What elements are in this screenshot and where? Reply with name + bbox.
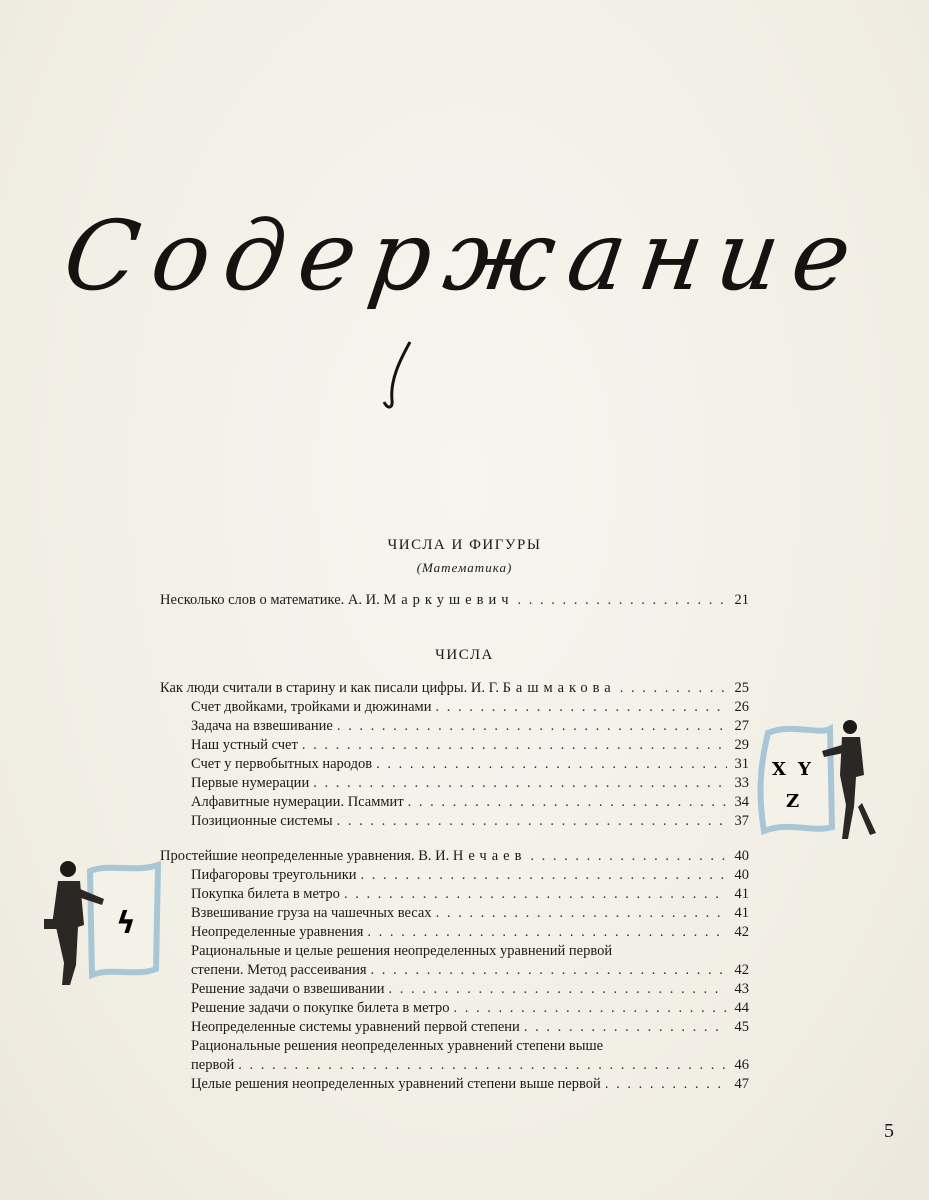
toc-entry-text: первой	[191, 1057, 235, 1073]
scroll-letter-z: Z	[786, 791, 800, 812]
toc-entry-text: Алфавитные нумерации. Псаммит	[191, 794, 404, 810]
scroll-figure-xyz-illustration	[750, 715, 890, 845]
toc-subentry[interactable]	[191, 737, 749, 754]
toc-page-number: 41	[734, 905, 749, 921]
title-flourish	[370, 340, 430, 410]
leader-dots	[357, 867, 727, 884]
leader-dots	[526, 848, 727, 865]
toc-entry-text: Простейшие неопределенные уравнения. В. И.	[160, 848, 453, 864]
toc-page-number: 33	[734, 775, 749, 791]
toc-entry-author: Нечаев	[452, 848, 527, 864]
toc-page-number: 42	[734, 962, 749, 978]
toc-entry-text: Решение задачи о покупке билета в метро	[191, 1000, 450, 1016]
toc-page-number: 44	[734, 1000, 749, 1016]
toc-entry-text: Наш устный счет	[191, 737, 298, 753]
toc-entry-text: Несколько слов о математике. А. И.	[160, 592, 384, 608]
leader-dots	[432, 905, 727, 922]
toc-subentry[interactable]	[191, 962, 749, 979]
toc-entry-text: Решение задачи о взвешивании	[191, 981, 385, 997]
section-subheading: (Математика)	[416, 560, 513, 575]
toc-entry-text: Взвешивание груза на чашечных весах	[191, 905, 432, 921]
toc-page-number: 41	[734, 886, 749, 902]
leader-dots	[309, 775, 727, 792]
leader-dots	[450, 1000, 727, 1017]
leader-dots	[404, 794, 727, 811]
section-heading: ЧИСЛА И ФИГУРЫ	[387, 537, 542, 553]
lightning-symbol: ϟ	[116, 906, 136, 941]
toc-page-number: 42	[734, 924, 749, 940]
figure-head	[843, 720, 857, 734]
page-number: 5	[884, 1120, 894, 1142]
toc-entry-intro[interactable]	[160, 592, 749, 609]
toc-entry-text: Задача на взвешивание	[191, 718, 333, 734]
toc-subentry[interactable]	[191, 1019, 749, 1036]
toc-entry-text: Пифагоровы треугольники	[191, 867, 357, 883]
toc-subentry[interactable]	[191, 886, 749, 903]
leader-dots	[333, 813, 727, 830]
toc-page-number: 46	[734, 1057, 749, 1073]
leader-dots	[432, 699, 728, 716]
toc-entry-part1[interactable]	[160, 680, 749, 697]
toc-page-number: 40	[734, 867, 749, 883]
toc-entry-text: Первые нумерации	[191, 775, 310, 791]
leader-dots	[298, 737, 727, 754]
leader-dots	[333, 718, 727, 735]
toc-entry-text: Как люди считали в старину и как писали цифры. И. Г.	[160, 680, 503, 696]
leader-dots	[367, 962, 727, 979]
toc-entry-text: Позиционные системы	[191, 813, 333, 829]
toc-subentry[interactable]	[191, 1057, 749, 1074]
page-title: Содержание	[57, 200, 872, 312]
toc-subentry[interactable]	[191, 981, 749, 998]
leader-dots	[234, 1057, 727, 1074]
scroll-letter-y: Y	[798, 759, 811, 780]
toc-subentry[interactable]	[191, 1076, 749, 1093]
toc-entry-text: Неопределенные системы уравнений первой степени	[191, 1019, 520, 1035]
toc-page-number: 47	[734, 1076, 749, 1092]
leader-dots	[520, 1019, 727, 1036]
toc-subentry-line[interactable]: Рациональные решения неопределенных уравнений степени выше	[191, 1038, 604, 1054]
toc-entry-text: Счет двойками, тройками и дюжинами	[191, 699, 432, 715]
toc-entry-author: Башмакова	[502, 680, 616, 696]
toc-entry-text: Счет у первобытных народов	[191, 756, 373, 772]
chapter-heading: ЧИСЛА	[435, 647, 494, 663]
toc-subentry[interactable]	[191, 756, 749, 773]
scroll-letter-x: X	[772, 759, 786, 780]
scroll-figure-lightning-illustration	[40, 855, 170, 990]
toc-page-number: 45	[734, 1019, 749, 1035]
toc-page-number: 27	[734, 718, 749, 734]
toc-subentry[interactable]	[191, 924, 749, 941]
toc-subentry[interactable]	[191, 867, 749, 884]
toc-page-number: 21	[734, 592, 749, 608]
toc-entry-text: Целые решения неопределенных уравнений степени выше первой	[191, 1076, 601, 1092]
figure-head	[60, 861, 76, 877]
leader-dots	[385, 981, 727, 998]
toc-subentry[interactable]	[191, 718, 749, 735]
toc-page-number: 25	[734, 680, 749, 696]
toc-entry-text: степени. Метод рассеивания	[191, 962, 367, 978]
toc-subentry[interactable]	[191, 905, 749, 922]
toc-entry-text: Неопределенные уравнения	[191, 924, 364, 940]
leader-dots	[340, 886, 727, 903]
toc-entry-author: Маркушевич	[383, 592, 514, 608]
toc-page-number: 29	[734, 737, 749, 753]
toc-subentry-line[interactable]: Рациональные и целые решения неопределенных уравнений первой	[191, 943, 613, 959]
leader-dots	[616, 680, 727, 697]
leader-dots	[601, 1076, 727, 1093]
toc-subentry[interactable]	[191, 794, 749, 811]
toc-subentry[interactable]	[191, 1000, 749, 1017]
leader-dots	[363, 924, 727, 941]
toc-entry-part2[interactable]	[160, 848, 749, 865]
leader-dots	[372, 756, 727, 773]
toc-subentry[interactable]	[191, 775, 749, 792]
toc-page-number: 34	[734, 794, 749, 810]
toc-page-number: 31	[734, 756, 749, 772]
toc-page-number: 26	[734, 699, 749, 715]
toc-page-number: 43	[734, 981, 749, 997]
toc-subentry[interactable]	[191, 813, 749, 830]
toc-entry-text: Покупка билета в метро	[191, 886, 340, 902]
toc-page-number: 37	[734, 813, 749, 829]
toc-page-number: 40	[734, 848, 749, 864]
toc-subentry[interactable]	[191, 699, 749, 716]
leader-dots	[514, 592, 728, 609]
